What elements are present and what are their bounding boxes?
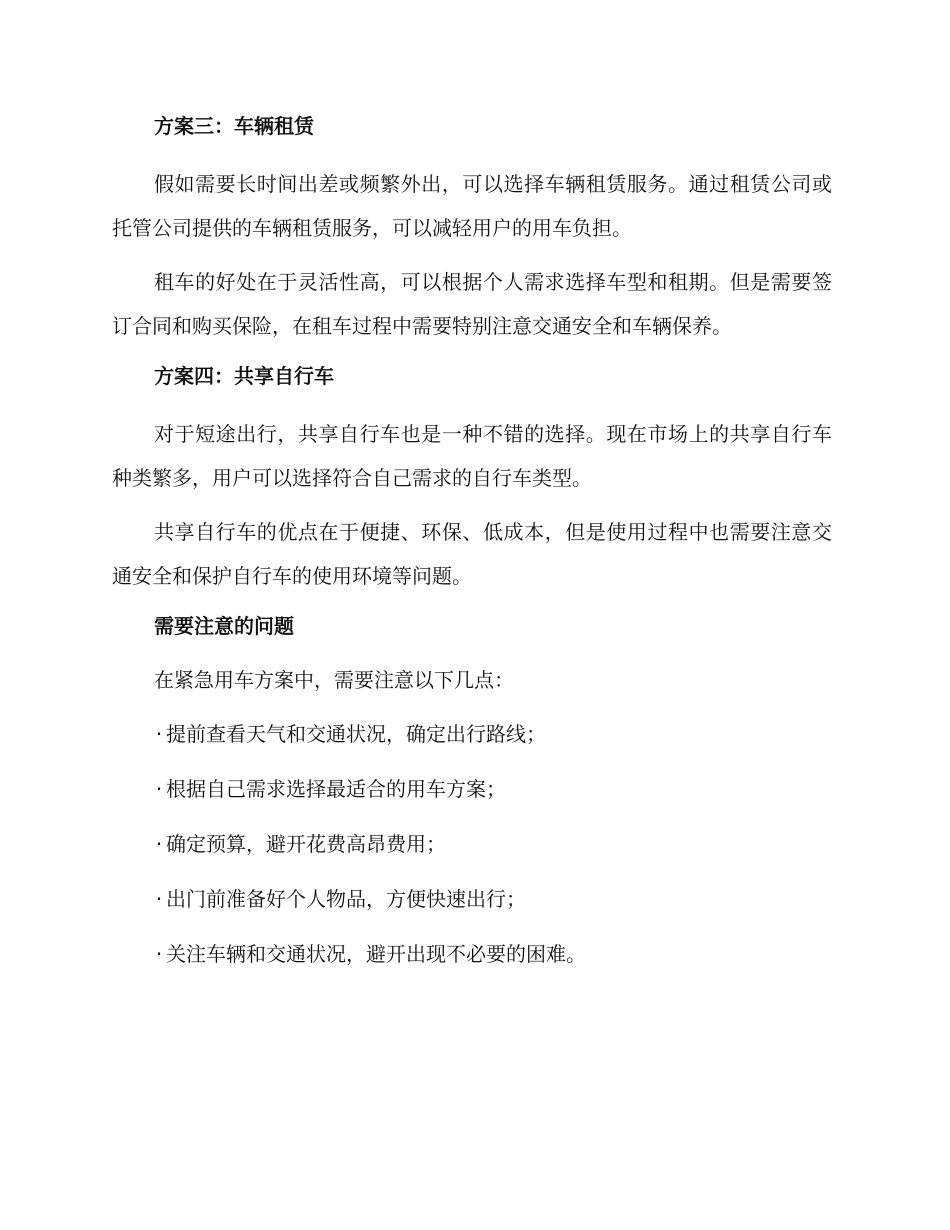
- paragraph: 对于短途出行，共享自行车也是一种不错的选择。现在市场上的共享自行车种类繁多，用户可以选择符合自己需求的自行车类型。: [112, 422, 832, 490]
- bullet-icon: ·: [155, 722, 163, 746]
- list-item-text: 出门前准备好个人物品，方便快速出行；: [166, 887, 526, 911]
- paragraph: 租车的好处在于灵活性高，可以根据个人需求选择车型和租期。但是需要签订合同和购买保险，在租车过程中需要特别注意交通安全和车辆保养。: [112, 270, 832, 338]
- bullet-icon: ·: [155, 777, 163, 801]
- section-heading-notes: 需要注意的问题: [154, 614, 294, 638]
- list-item: [112, 826, 832, 862]
- bullet-icon: ·: [155, 942, 163, 966]
- list-item: [112, 881, 832, 917]
- document-body: [112, 108, 832, 991]
- list-item-text: 关注车辆和交通状况，避开出现不必要的困难。: [166, 942, 586, 966]
- notes-lead-text: 在紧急用车方案中，需要注意以下几点：: [154, 668, 514, 692]
- list-item-text: 根据自己需求选择最适合的用车方案；: [166, 777, 506, 801]
- section-heading-car-rental: 方案三：车辆租赁: [154, 114, 314, 138]
- list-item: [112, 716, 832, 752]
- list-item-text: 提前查看天气和交通状况，确定出行路线；: [166, 722, 546, 746]
- bullet-icon: ·: [155, 832, 163, 856]
- list-item: [112, 936, 832, 972]
- paragraph: 假如需要长时间出差或频繁外出，可以选择车辆租赁服务。通过租赁公司或托管公司提供的车辆租赁服务，可以减轻用户的用车负担。: [112, 172, 832, 240]
- section-heading-shared-bike: 方案四：共享自行车: [154, 364, 334, 388]
- bullet-icon: ·: [155, 887, 163, 911]
- paragraph: 共享自行车的优点在于便捷、环保、低成本，但是使用过程中也需要注意交通安全和保护自行车的使用环境等问题。: [112, 520, 832, 588]
- list-item-text: 确定预算，避开花费高昂费用；: [166, 832, 446, 856]
- notes-bullet-list: [112, 716, 832, 972]
- list-item: [112, 771, 832, 807]
